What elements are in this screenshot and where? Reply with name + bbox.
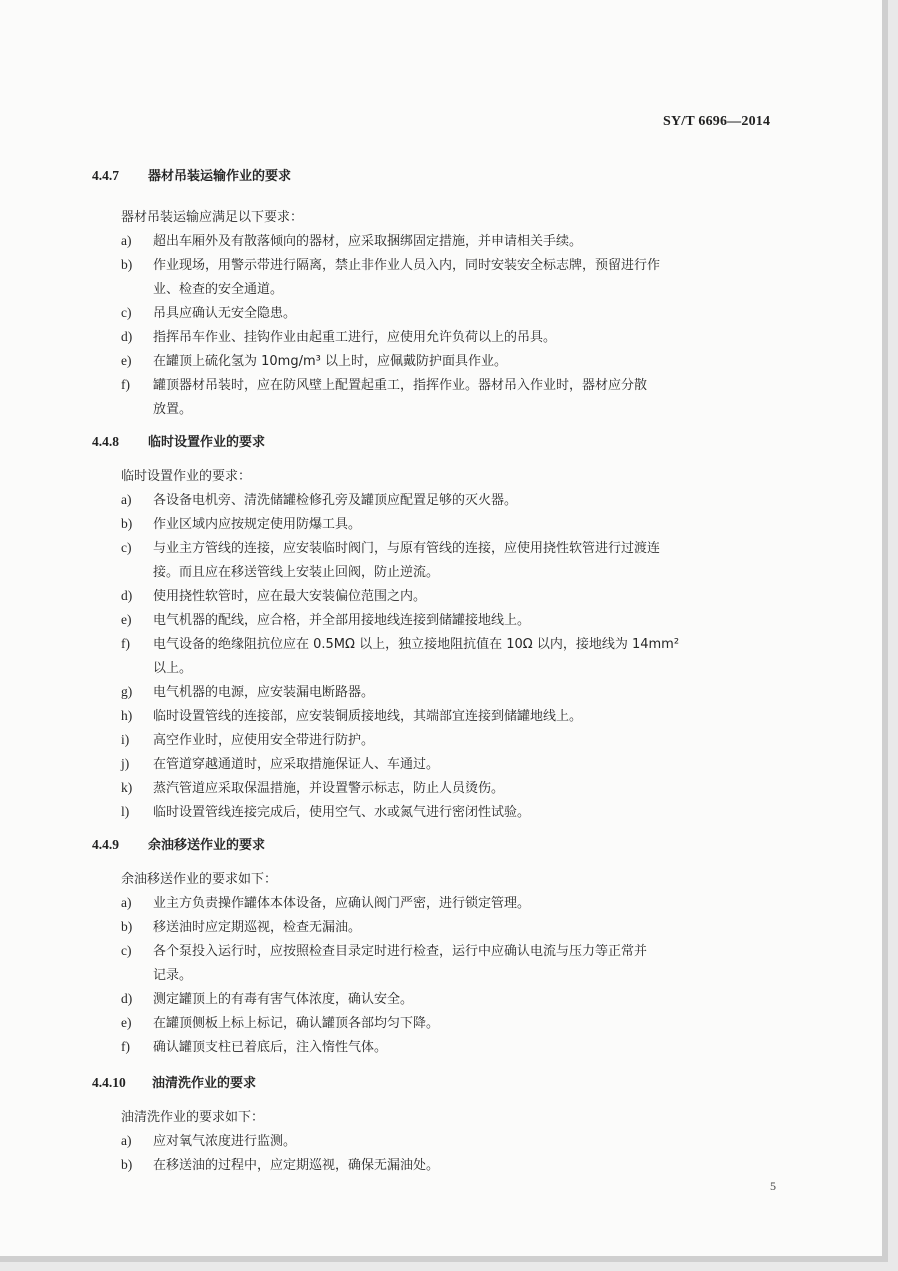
list-item xyxy=(121,302,296,321)
item-text: 电气机器的配线，应合格，并全部用接地线连接到储罐接地线上。 xyxy=(153,613,531,628)
list-item xyxy=(121,892,530,911)
item-text: 业主方负责操作罐体本体设备，应确认阀门严密，进行锁定管理。 xyxy=(153,896,531,911)
item-text: 临时设置管线的连接部，应安装铜质接地线，其端部宜连接到储罐地线上。 xyxy=(153,709,583,724)
list-item xyxy=(121,633,679,652)
section-heading-4-4-9 xyxy=(92,834,265,853)
list-item xyxy=(121,1154,439,1173)
item-label: a) xyxy=(121,233,132,248)
section-heading-4-4-7 xyxy=(92,165,291,184)
section-title: 余油移送作业的要求 xyxy=(148,838,266,853)
item-label: e) xyxy=(121,612,132,627)
list-item xyxy=(121,585,426,604)
list-item xyxy=(121,988,413,1007)
list-item xyxy=(121,326,556,345)
item-text-continuation: 业、检查的安全通道。 xyxy=(153,282,284,297)
section-intro: 余油移送作业的要求如下： xyxy=(121,872,278,887)
item-label: b) xyxy=(121,919,133,934)
item-label: a) xyxy=(121,492,132,507)
list-item xyxy=(121,1012,439,1031)
section-heading-4-4-8 xyxy=(92,431,265,450)
list-item xyxy=(121,753,439,772)
item-label: c) xyxy=(121,305,132,320)
list-item xyxy=(121,350,507,369)
item-label: g) xyxy=(121,684,133,699)
item-text: 吊具应确认无安全隐患。 xyxy=(153,306,297,321)
list-item xyxy=(121,374,647,393)
list-item xyxy=(121,513,361,532)
item-text-continuation: 记录。 xyxy=(153,968,193,983)
list-item xyxy=(121,489,517,508)
item-label: f) xyxy=(121,636,130,651)
item-label: l) xyxy=(121,804,130,819)
item-text: 在罐顶上硫化氢为 10mg/m³ 以上时，应佩戴防护面具作业。 xyxy=(153,354,507,369)
list-item xyxy=(121,729,374,748)
list-item xyxy=(121,705,582,724)
item-text: 在移送油的过程中，应定期巡视，确保无漏油处。 xyxy=(153,1158,440,1173)
item-text: 作业区域内应按规定使用防爆工具。 xyxy=(153,517,362,532)
item-label: d) xyxy=(121,991,133,1006)
section-number: 4.4.9 xyxy=(92,837,119,852)
item-label: a) xyxy=(121,895,132,910)
section-title: 器材吊装运输作业的要求 xyxy=(148,169,292,184)
item-text: 移送油时应定期巡视，检查无漏油。 xyxy=(153,920,362,935)
item-text: 罐顶器材吊装时，应在防风壁上配置起重工，指挥作业。器材吊入作业时，器材应分散 xyxy=(153,378,648,393)
section-number: 4.4.7 xyxy=(92,168,119,183)
item-text: 超出车厢外及有散落倾向的器材，应采取捆绑固定措施，并申请相关手续。 xyxy=(153,234,583,249)
item-label: j) xyxy=(121,756,130,771)
item-text: 蒸汽管道应采取保温措施，并设置警示标志，防止人员烫伤。 xyxy=(153,781,505,796)
item-label: b) xyxy=(121,1157,133,1172)
item-text-continuation: 以上。 xyxy=(153,661,193,676)
list-item xyxy=(121,609,530,628)
list-item xyxy=(121,1036,387,1055)
item-text: 临时设置管线连接完成后，使用空气、水或氮气进行密闭性试验。 xyxy=(153,805,531,820)
section-heading-4-4-10 xyxy=(92,1072,256,1091)
item-text: 电气设备的绝缘阻抗位应在 0.5MΩ 以上，独立接地阻抗值在 10Ω 以内，接地线为 14mm² xyxy=(153,637,680,652)
list-item xyxy=(121,537,660,556)
item-label: i) xyxy=(121,732,130,747)
standard-code: SY/T 6696—2014 xyxy=(663,114,771,129)
section-number: 4.4.10 xyxy=(92,1075,126,1090)
item-text: 确认罐顶支柱已着底后，注入惰性气体。 xyxy=(153,1040,388,1055)
item-text: 测定罐顶上的有毒有害气体浓度，确认安全。 xyxy=(153,992,414,1007)
list-item xyxy=(121,254,660,273)
item-text: 作业现场，用警示带进行隔离，禁止非作业人员入内，同时安装安全标志牌，预留进行作 xyxy=(153,258,661,273)
item-text-continuation: 放置。 xyxy=(153,402,193,417)
item-text-continuation: 接。而且应在移送管线上安装止回阀，防止逆流。 xyxy=(153,565,440,580)
item-label: h) xyxy=(121,708,133,723)
section-title: 油清洗作业的要求 xyxy=(152,1076,257,1091)
list-item xyxy=(121,916,361,935)
item-text: 使用挠性软管时，应在最大安装偏位范围之内。 xyxy=(153,589,427,604)
item-label: b) xyxy=(121,257,133,272)
item-label: k) xyxy=(121,780,133,795)
item-text: 各设备电机旁、清洗储罐检修孔旁及罐顶应配置足够的灭火器。 xyxy=(153,493,518,508)
item-text: 应对氧气浓度进行监测。 xyxy=(153,1134,297,1149)
item-label: f) xyxy=(121,1039,130,1054)
list-item xyxy=(121,681,374,700)
item-label: c) xyxy=(121,540,132,555)
section-title: 临时设置作业的要求 xyxy=(148,435,266,450)
page-number: 5 xyxy=(770,1179,776,1193)
list-item xyxy=(121,1130,296,1149)
item-label: e) xyxy=(121,1015,132,1030)
item-label: e) xyxy=(121,353,132,368)
item-text: 各个泵投入运行时，应按照检查目录定时进行检查，运行中应确认电流与压力等正常并 xyxy=(153,944,648,959)
section-intro: 临时设置作业的要求： xyxy=(121,469,252,484)
list-item xyxy=(121,940,647,959)
item-text: 在管道穿越通道时，应采取措施保证人、车通过。 xyxy=(153,757,440,772)
item-label: f) xyxy=(121,377,130,392)
item-text: 指挥吊车作业、挂钩作业由起重工进行，应使用允许负荷以上的吊具。 xyxy=(153,330,557,345)
item-label: d) xyxy=(121,588,133,603)
list-item xyxy=(121,801,530,820)
section-intro: 油清洗作业的要求如下： xyxy=(121,1110,265,1125)
item-label: a) xyxy=(121,1133,132,1148)
list-item xyxy=(121,230,582,249)
list-item xyxy=(121,777,504,796)
item-text: 在罐顶侧板上标上标记，确认罐顶各部均匀下降。 xyxy=(153,1016,440,1031)
item-text: 与业主方管线的连接，应安装临时阀门，与原有管线的连接，应使用挠性软管进行过渡连 xyxy=(153,541,661,556)
section-number: 4.4.8 xyxy=(92,434,119,449)
item-label: c) xyxy=(121,943,132,958)
item-text: 电气机器的电源，应安装漏电断路器。 xyxy=(153,685,375,700)
section-intro: 器材吊装运输应满足以下要求： xyxy=(121,210,304,225)
item-label: d) xyxy=(121,329,133,344)
item-label: b) xyxy=(121,516,133,531)
item-text: 高空作业时，应使用安全带进行防护。 xyxy=(153,733,375,748)
